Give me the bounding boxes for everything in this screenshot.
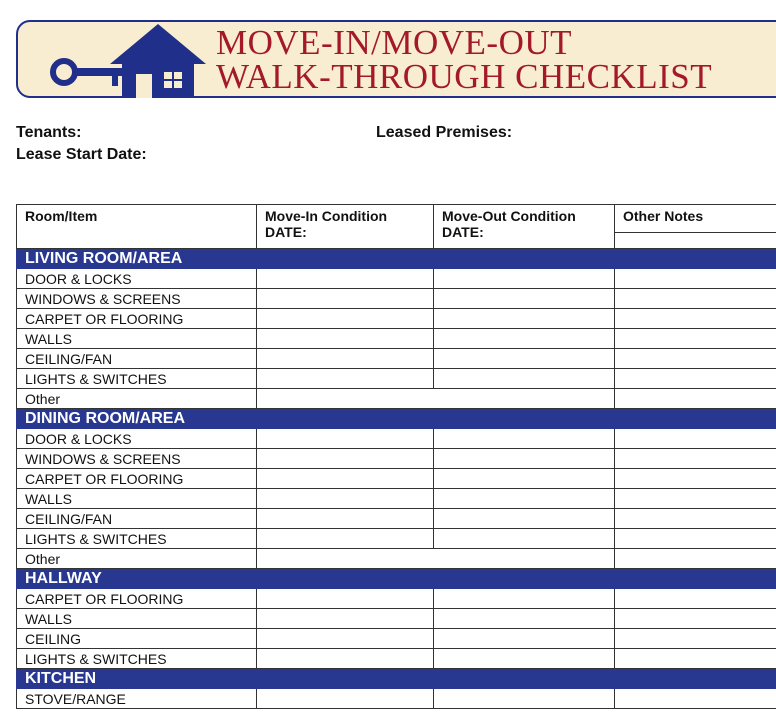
notes-cell[interactable] [615,269,776,289]
table-row [17,329,776,349]
notes-cell[interactable] [615,489,776,509]
section-title: LIVING ROOM/AREA [17,249,776,269]
table-row [17,509,776,529]
move-out-date-label: DATE: [442,224,484,240]
move-out-cell[interactable] [434,469,615,489]
notes-divider [615,232,776,233]
move-in-cell[interactable] [257,629,434,649]
move-out-cell[interactable] [434,449,615,469]
move-in-date-label: DATE: [265,224,307,240]
table-row [17,589,776,609]
section-title: HALLWAY [17,569,776,589]
other-condition-cell[interactable] [257,389,615,409]
table-row [17,289,776,309]
notes-cell[interactable] [615,629,776,649]
room-item-label: WALLS [17,489,257,509]
checklist-table [16,204,776,709]
move-out-cell[interactable] [434,589,615,609]
move-out-cell[interactable] [434,629,615,649]
table-row [17,269,776,289]
section-header-row [17,249,776,269]
move-out-cell[interactable] [434,689,615,709]
notes-cell[interactable] [615,549,776,569]
notes-cell[interactable] [615,329,776,349]
notes-cell[interactable] [615,389,776,409]
notes-cell[interactable] [615,589,776,609]
notes-cell[interactable] [615,449,776,469]
notes-cell[interactable] [615,509,776,529]
room-item-label: WINDOWS & SCREENS [17,289,257,309]
room-item-label: CARPET OR FLOORING [17,589,257,609]
move-out-cell[interactable] [434,369,615,389]
section-title: DINING ROOM/AREA [17,409,776,429]
room-item-label: WINDOWS & SCREENS [17,449,257,469]
table-row [17,449,776,469]
move-in-cell[interactable] [257,449,434,469]
key-house-logo-icon [40,24,216,98]
notes-cell[interactable] [615,469,776,489]
room-item-label: CEILING [17,629,257,649]
move-in-cell[interactable] [257,589,434,609]
notes-cell[interactable] [615,309,776,329]
room-item-label: LIGHTS & SWITCHES [17,369,257,389]
column-header-row [17,205,776,249]
table-row [17,489,776,509]
move-in-cell[interactable] [257,609,434,629]
tenants-label: Tenants: [16,124,82,141]
table-row [17,469,776,489]
notes-cell[interactable] [615,689,776,709]
move-out-cell[interactable] [434,289,615,309]
room-item-label: LIGHTS & SWITCHES [17,649,257,669]
notes-cell[interactable] [615,649,776,669]
section-header-row [17,569,776,589]
table-row [17,609,776,629]
move-in-cell[interactable] [257,349,434,369]
other-condition-cell[interactable] [257,549,615,569]
notes-cell[interactable] [615,349,776,369]
notes-cell[interactable] [615,369,776,389]
table-row [17,389,776,409]
move-out-cell[interactable] [434,489,615,509]
move-out-cell[interactable] [434,649,615,669]
leased-premises-label: Leased Premises: [376,124,513,141]
table-row [17,549,776,569]
lease-start-label: Lease Start Date: [16,146,147,163]
col-move-out: Move-Out Condition DATE: [434,205,615,249]
move-out-cell[interactable] [434,269,615,289]
move-in-cell[interactable] [257,489,434,509]
move-out-cell[interactable] [434,309,615,329]
room-item-label: LIGHTS & SWITCHES [17,529,257,549]
room-item-label: STOVE/RANGE [17,689,257,709]
table-row [17,529,776,549]
room-item-label: CEILING/FAN [17,349,257,369]
move-in-cell[interactable] [257,469,434,489]
room-item-label: CARPET OR FLOORING [17,469,257,489]
move-out-cell[interactable] [434,429,615,449]
room-item-label: WALLS [17,609,257,629]
move-in-cell[interactable] [257,689,434,709]
room-item-label: Other [17,549,257,569]
table-row [17,309,776,329]
table-row [17,429,776,449]
move-in-cell[interactable] [257,529,434,549]
title-line-1: MOVE-IN/MOVE-OUT [216,23,573,62]
move-in-cell[interactable] [257,429,434,449]
table-row [17,629,776,649]
move-in-cell[interactable] [257,509,434,529]
title-line-2: WALK-THROUGH CHECKLIST [216,57,713,96]
col-other-notes: Other Notes [615,205,776,249]
room-item-label: DOOR & LOCKS [17,269,257,289]
room-item-label: WALLS [17,329,257,349]
move-in-cell[interactable] [257,649,434,669]
move-in-cell[interactable] [257,329,434,349]
notes-cell[interactable] [615,609,776,629]
table-row [17,369,776,389]
room-item-label: DOOR & LOCKS [17,429,257,449]
move-in-cell[interactable] [257,269,434,289]
notes-cell[interactable] [615,429,776,449]
move-in-cell[interactable] [257,369,434,389]
table-row [17,649,776,669]
col-move-in: Move-In Condition DATE: [257,205,434,249]
move-in-cell[interactable] [257,309,434,329]
move-out-cell[interactable] [434,509,615,529]
move-out-cell[interactable] [434,609,615,629]
document-title [216,23,713,96]
move-out-cell[interactable] [434,349,615,369]
room-item-label: Other [17,389,257,409]
header-banner [16,20,776,98]
section-title: KITCHEN [17,669,776,689]
notes-cell[interactable] [615,529,776,549]
move-out-cell[interactable] [434,329,615,349]
room-item-label: CEILING/FAN [17,509,257,529]
notes-cell[interactable] [615,289,776,309]
section-header-row [17,669,776,689]
section-header-row [17,409,776,429]
move-out-cell[interactable] [434,529,615,549]
col-room-item: Room/Item [17,205,257,249]
table-row [17,689,776,709]
table-row [17,349,776,369]
move-in-cell[interactable] [257,289,434,309]
room-item-label: CARPET OR FLOORING [17,309,257,329]
